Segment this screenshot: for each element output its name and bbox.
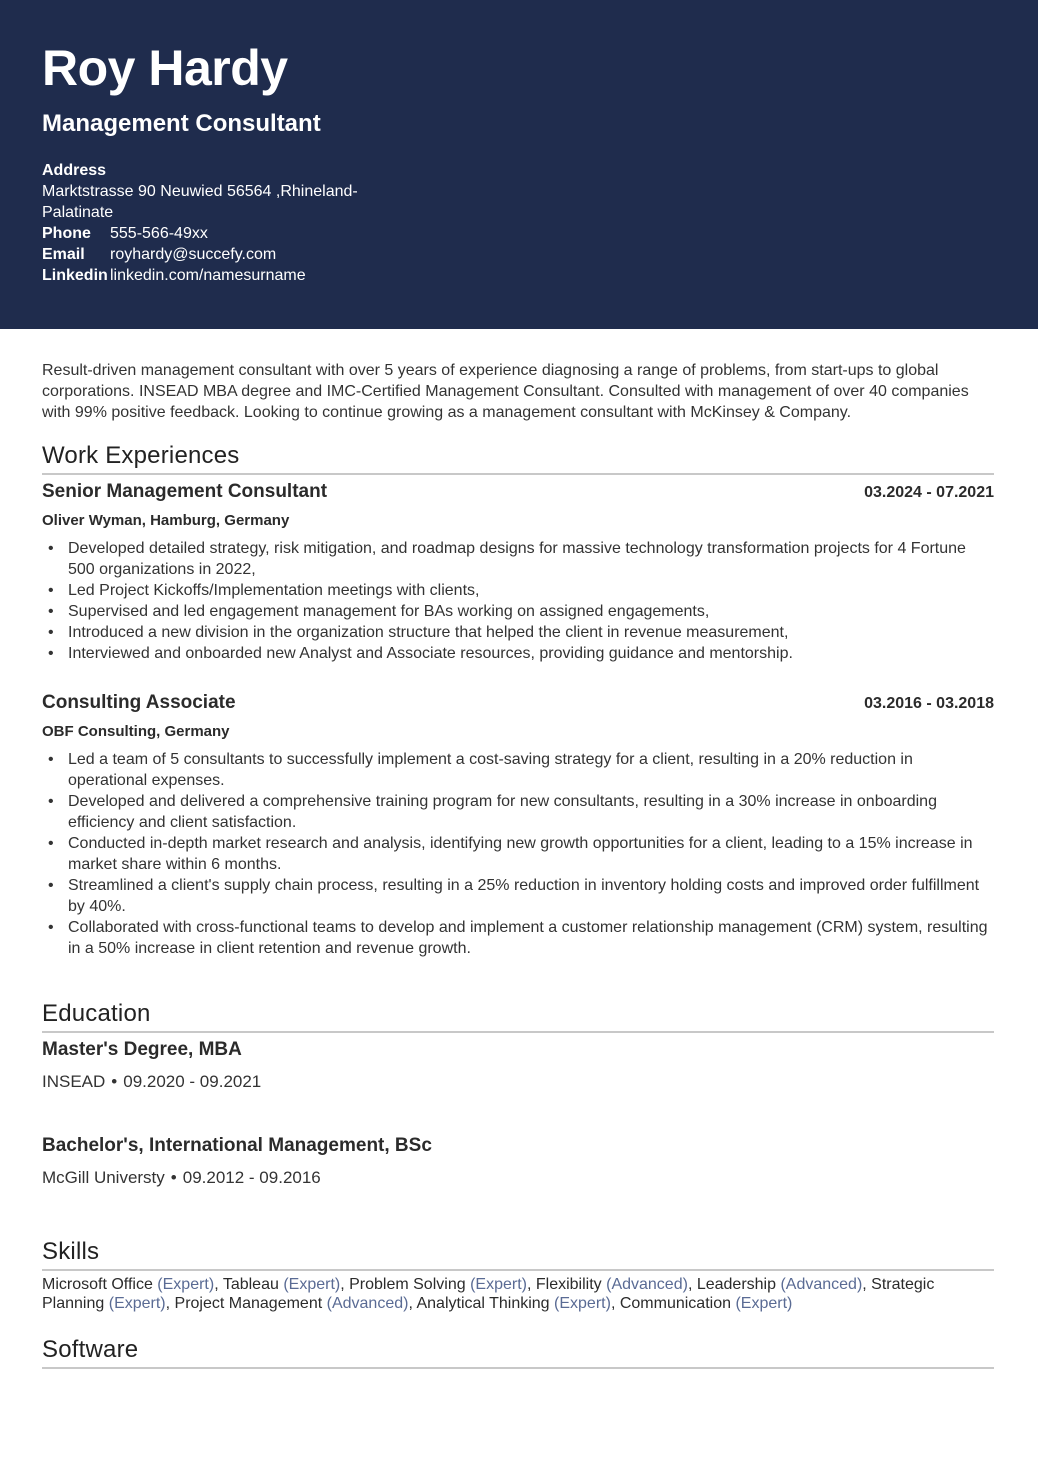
linkedin-value[interactable]: linkedin.com/namesurname <box>110 267 306 284</box>
job-bullet: • Streamlined a client's supply chain process, resulting in a 25% reduction in inventory holding costs and improved order fulfillment by 40%. <box>68 875 994 917</box>
address-value <box>42 181 382 223</box>
job-role: Senior Management Consultant <box>42 481 328 502</box>
email-row <box>42 244 402 265</box>
profile-summary: Result-driven management consultant with over 5 years of experience diagnosing a range of problems, from start-ups to global corporations. INSEAD MBA degree and IMC-Certified Management Consultant. Consulted with management of over 40 companies with 99% positive feedback. Looking to continue growing as a management consultant with McKinsey & Company. <box>42 362 969 421</box>
skill-separator: , <box>610 1295 620 1312</box>
education-dates: 09.2012 - 09.2016 <box>182 1168 321 1187</box>
job-bullet: • Collaborated with cross-functional teams to develop and implement a customer relationship management (CRM) system, resulting in a 50% increase in client retention and revenue growth. <box>68 917 994 959</box>
skills-list <box>42 1275 994 1313</box>
education-section-title: Education <box>42 1000 151 1027</box>
job-bullet: • Led a team of 5 consultants to successfully implement a cost-saving strategy for a client, resulting in a 20% reduction in operational expenses. <box>68 749 994 791</box>
education-section <box>42 999 994 1189</box>
education-degree: Master's Degree, MBA <box>42 1039 242 1060</box>
job-role: Consulting Associate <box>42 692 236 713</box>
job-dates: 03.2016 - 03.2018 <box>864 695 994 712</box>
education-school: INSEAD <box>42 1072 106 1091</box>
linkedin-label: Linkedin <box>42 267 108 284</box>
skill-separator: , <box>165 1295 175 1312</box>
job-bullet: • Developed and delivered a comprehensive training program for new consultants, resulting in a 30% increase in onboarding efficiency and client satisfaction. <box>68 791 994 833</box>
skill-name: Analytical Thinking <box>416 1295 550 1312</box>
job-bullet: • Conducted in-depth market research and analysis, identifying new growth opportunities for a client, leading to a 15% increase in market share within 6 months. <box>68 833 994 875</box>
education-entry <box>42 1133 994 1189</box>
job-entry <box>42 690 994 959</box>
section-divider <box>42 1367 994 1369</box>
job-entry <box>42 479 994 664</box>
skill-separator: , <box>526 1276 536 1293</box>
skill-level: (Expert) <box>283 1276 341 1293</box>
phone-value: 555-566-49xx <box>110 225 208 242</box>
address-label: Address <box>42 162 107 179</box>
skill-level: (Expert) <box>554 1295 611 1312</box>
skill-separator: , <box>687 1276 697 1293</box>
skill-level: (Expert) <box>470 1276 527 1293</box>
linkedin-row <box>42 265 402 286</box>
work-section-title: Work Experiences <box>42 442 240 469</box>
software-section <box>42 1335 994 1369</box>
skill-separator: , <box>214 1276 223 1293</box>
skill-name: Microsoft Office <box>42 1276 153 1293</box>
skill-name: Communication <box>619 1295 731 1312</box>
address-line-1: Marktstrasse 90 Neuwied 56564 ,Rhineland- <box>42 183 358 200</box>
skill-level: (Advanced) <box>780 1276 863 1293</box>
phone-label: Phone <box>42 225 91 242</box>
separator-dot: • <box>111 1072 118 1091</box>
job-dates: 03.2024 - 07.2021 <box>864 484 994 501</box>
section-divider <box>42 473 994 475</box>
candidate-title: Management Consultant <box>42 110 321 137</box>
education-school: McGill Universty <box>42 1168 165 1187</box>
skill-name: Tableau <box>222 1276 279 1293</box>
email-value[interactable]: royhardy@succefy.com <box>110 246 277 263</box>
software-section-title: Software <box>42 1336 139 1363</box>
education-entry <box>42 1037 994 1093</box>
job-bullets <box>42 749 994 959</box>
education-meta <box>42 1167 994 1189</box>
resume-body <box>42 360 994 1369</box>
section-divider <box>42 1269 994 1271</box>
resume-header <box>0 0 1038 329</box>
skill-level: (Expert) <box>108 1295 166 1312</box>
job-bullets <box>42 538 994 664</box>
skills-section-title: Skills <box>42 1238 100 1265</box>
address-line-2: Palatinate <box>42 204 114 221</box>
job-bullet: • Interviewed and onboarded new Analyst and Associate resources, providing guidance and mentorship. <box>68 643 994 664</box>
skill-name: Project Management <box>174 1295 323 1312</box>
skill-name: Leadership <box>696 1276 776 1293</box>
job-bullet: • Supervised and led engagement management for BAs working on assigned engagements, <box>68 601 994 622</box>
education-degree: Bachelor's, International Management, BSc <box>42 1135 432 1156</box>
job-bullet: • Led Project Kickoffs/Implementation meetings with clients, <box>68 580 994 601</box>
skill-separator: , <box>408 1295 417 1312</box>
skill-separator: , <box>340 1276 350 1293</box>
job-company: OBF Consulting, Germany <box>42 723 230 740</box>
skill-name: Problem Solving <box>349 1276 466 1293</box>
section-divider <box>42 1031 994 1033</box>
separator-dot: • <box>170 1168 177 1187</box>
email-label: Email <box>42 246 85 263</box>
skill-level: (Advanced) <box>326 1295 409 1312</box>
work-section <box>42 441 994 959</box>
job-bullet: • Developed detailed strategy, risk mitigation, and roadmap designs for massive technology transformation projects for 4 Fortune 500 organizations in 2022, <box>68 538 994 580</box>
skill-level: (Expert) <box>735 1295 793 1312</box>
skills-section <box>42 1237 994 1313</box>
education-dates: 09.2020 - 09.2021 <box>123 1072 262 1091</box>
job-bullet: • Introduced a new division in the organization structure that helped the client in revenue measurement, <box>68 622 994 643</box>
job-header <box>42 690 994 716</box>
candidate-name: Roy Hardy <box>42 40 288 96</box>
skill-name: Strategic Planning <box>42 1276 935 1312</box>
skill-separator: , <box>862 1276 872 1293</box>
education-meta <box>42 1071 994 1093</box>
job-company: Oliver Wyman, Hamburg, Germany <box>42 512 290 529</box>
contact-block <box>42 160 402 286</box>
job-header <box>42 479 994 505</box>
skill-level: (Advanced) <box>606 1276 688 1293</box>
skill-name: Flexibility <box>535 1276 602 1293</box>
skill-level: (Expert) <box>157 1276 215 1293</box>
phone-row <box>42 223 402 244</box>
